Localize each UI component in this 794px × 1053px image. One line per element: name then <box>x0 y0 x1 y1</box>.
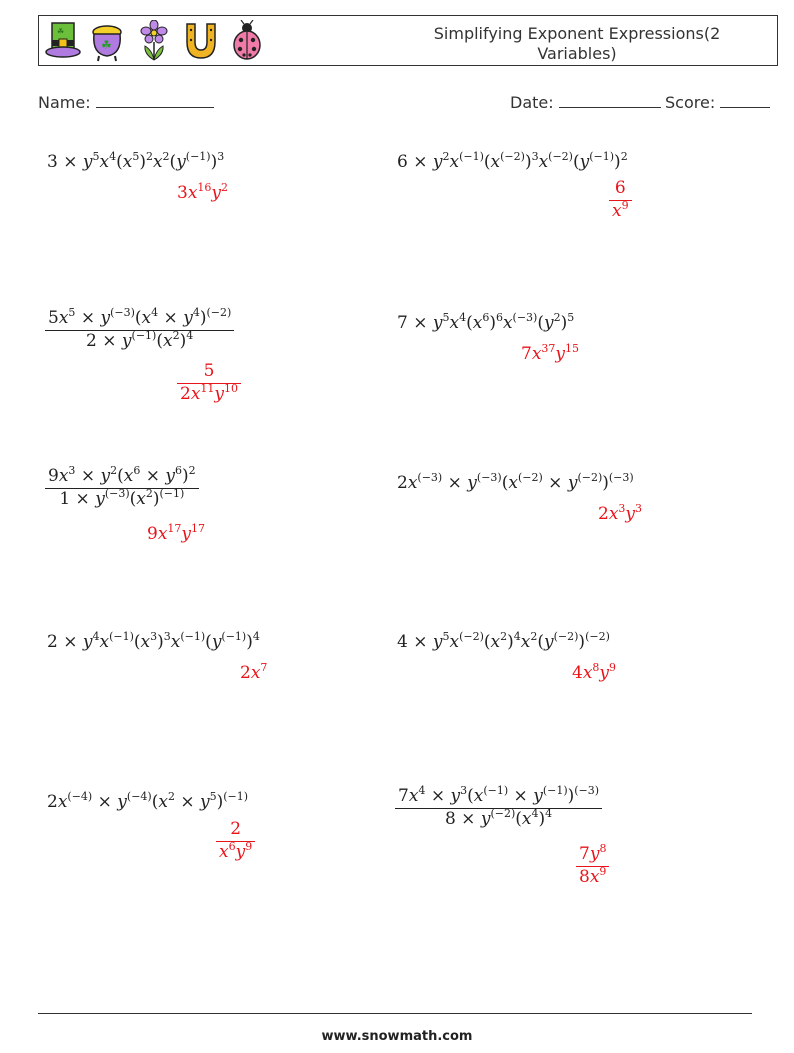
leprechaun-hat-icon <box>45 20 81 62</box>
problem-10-answer: $\frac{7y^8}{8x^9}$ <box>576 844 609 887</box>
problem-2-answer: $\frac{6}{x^9}$ <box>609 178 632 221</box>
problem-1-expression: $3 \times y^5x^4(x^5)^2x^2(y^{(-1)})^3$ <box>47 150 225 172</box>
pot-of-gold-icon <box>89 20 125 62</box>
problem-9-answer: $\frac{2}{x^6y^9}$ <box>216 819 255 862</box>
problem-1-answer: $3x^{16}y^2$ <box>177 181 229 203</box>
problem-3-expression: $\frac{5x^5 \times y^{(-3)}(x^4 \times y^4)^{(-2)}}{2 \times y^{(-1)}(x^2)^4}$ <box>45 308 234 351</box>
svg-text:☘: ☘ <box>101 38 112 52</box>
problem-10-expression: $\frac{7x^4 \times y^3(x^{(-1)} \times y^{(-1)})^{(-3)}}{8 \times y^{(-2)}(x^4)^4}$ <box>395 786 602 829</box>
problem-7-expression: $2 \times y^4x^{(-1)}(x^3)^3x^{(-1)}(y^{(-1)})^4$ <box>47 630 260 652</box>
problem-5-answer: $9x^{17}y^{17}$ <box>147 522 206 544</box>
problem-7-answer: $2x^7$ <box>240 661 268 683</box>
date-label: Date: <box>510 93 554 112</box>
footer-url[interactable]: www.snowmath.com <box>321 1029 473 1044</box>
problem-6-expression: $2x^{(-3)} \times y^{(-3)}(x^{(-2)} \times y^{(-2)})^{(-3)}$ <box>397 471 634 493</box>
problem-5-expression: $\frac{9x^3 \times y^2(x^6 \times y^6)^2}{1 \times y^{(-3)}(x^2)^{(-1)}}$ <box>45 466 199 509</box>
score-field <box>665 93 770 112</box>
flower-icon <box>139 20 169 62</box>
problem-3-answer: $\frac{5}{2x^{11}y^{10}}$ <box>177 361 241 404</box>
worksheet-title: Simplifying Exponent Expressions(2 Variables) <box>433 24 721 63</box>
horseshoe-icon <box>181 20 221 62</box>
date-field <box>510 93 661 112</box>
problem-9-expression: $2x^{(-4)} \times y^{(-4)}(x^2 \times y^5)^{(-1)}$ <box>47 790 249 812</box>
name-field <box>38 93 214 112</box>
problem-8-expression: $4 \times y^5x^{(-2)}(x^2)^4x^2(y^{(-2)})^{(-2)}$ <box>397 630 610 652</box>
svg-text:☘: ☘ <box>57 27 65 36</box>
ladybug-icon <box>231 20 263 62</box>
footer-divider <box>38 1013 752 1014</box>
problem-6-answer: $2x^3y^3$ <box>598 502 643 524</box>
problem-8-answer: $4x^8y^9$ <box>572 661 617 683</box>
score-label: Score: <box>665 93 716 112</box>
name-label: Name: <box>38 93 91 112</box>
score-blank[interactable] <box>720 93 770 108</box>
worksheet-header <box>38 15 778 66</box>
problem-4-answer: $7x^{37}y^{15}$ <box>521 342 580 364</box>
problem-2-expression: $6 \times y^2x^{(-1)}(x^{(-2)})^3x^{(-2)}(y^{(-1)})^2$ <box>397 150 628 172</box>
problem-4-expression: $7 \times y^5x^4(x^6)^6x^{(-3)}(y^2)^5$ <box>397 311 575 333</box>
date-blank[interactable] <box>559 93 661 108</box>
name-blank[interactable] <box>96 93 214 108</box>
